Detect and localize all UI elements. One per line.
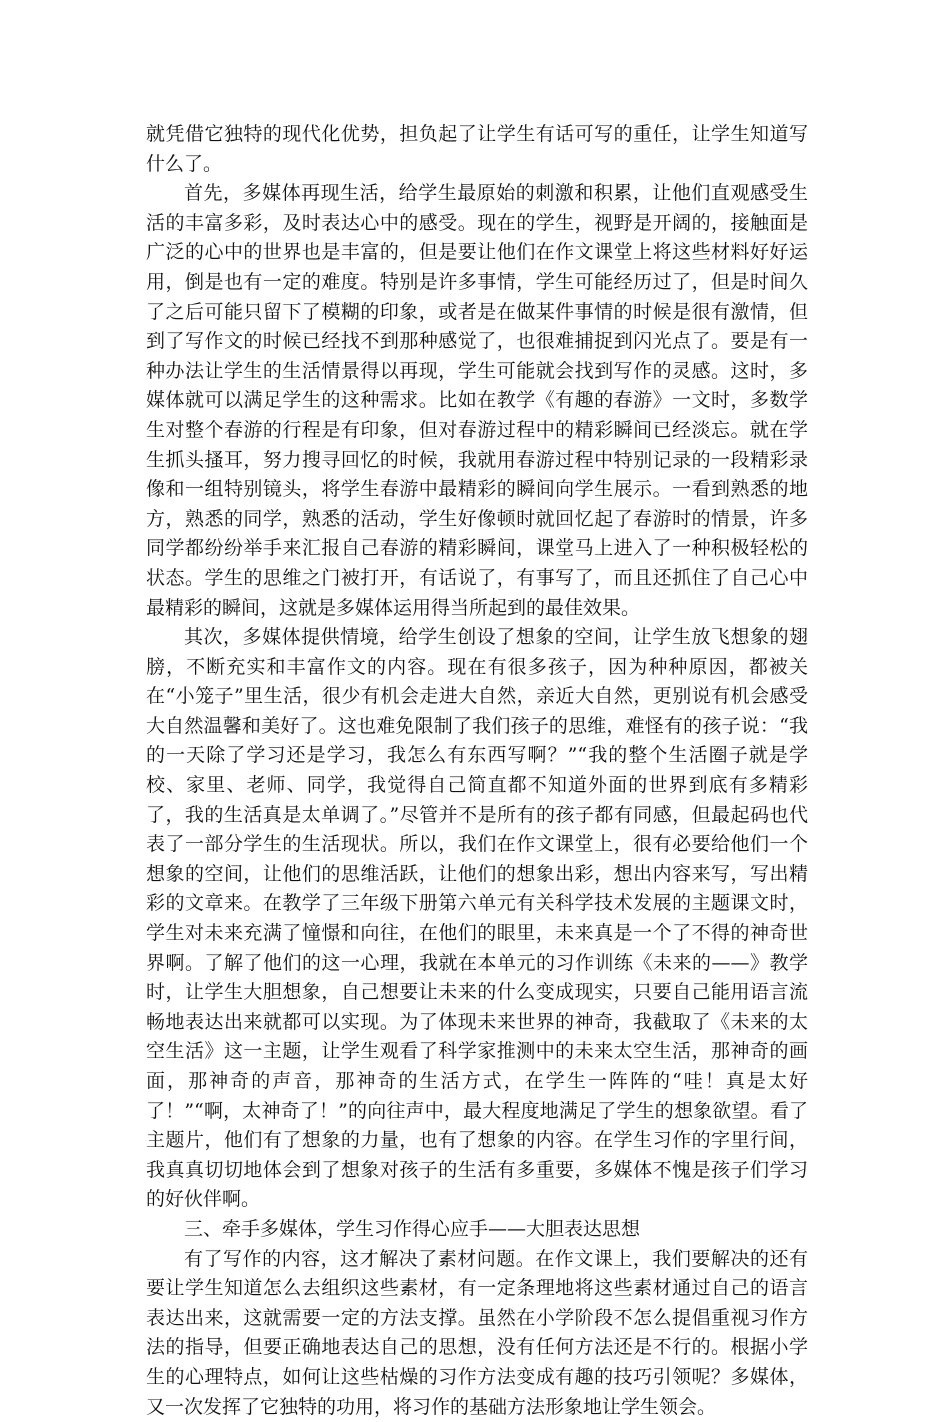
paragraph-multimedia-recreates-life: 首先，多媒体再现生活，给学生最原始的刺激和积累，让他们直观感受生活的丰富多彩，及时表达心中的感受。现在的学生，视野是开阔的，接触面是广泛的心中的世界也是丰富的，但是要让他们在作文课堂上将这些材料好好运用，倒是也有一定的难度。特别是许多事情，学生可能经历过了，但是时间久了之后可能只留下了模糊的印象，或者是在做某件事情的时候是很有激情，但到了写作文的时候已经找不到那种感觉了，也很难捕捉到闪光点了。要是有一种办法让学生的生活情景得以再现，学生可能就会找到写作的灵感。这时，多媒体就可以满足学生的这种需求。比如在教学《有趣的春游》一文时，多数学生对整个春游的行程是有印象，但对春游过程中的精彩瞬间已经淡忘。就在学生抓头搔耳，努力搜寻回忆的时候，我就用春游过程中特别记录的一段精彩录像和一组特别镜头，将学生春游中最精彩的瞬间向学生展示。一看到熟悉的地方，熟悉的同学，熟悉的活动，学生好像顿时就回忆起了春游时的情景，许多同学都纷纷举手来汇报自己春游的精彩瞬间，课堂马上进入了一种积极轻松的状态。学生的思维之门被打开，有话说了，有事写了，而且还抓住了自己心中最精彩的瞬间，这就是多媒体运用得当所起到的最佳效果。 [146,182,808,619]
document-body [146,120,808,1422]
paragraph-writing-methods: 有了写作的内容，这才解决了素材问题。在作文课上，我们要解决的还有要让学生知道怎么去组织这些素材，有一定条理地将这些素材通过自己的语言表达出来，这就需要一定的方法支撑。虽然在小学阶段不怎么提倡重视习作方法的指导，但要正确地表达自己的思想，没有任何方法还是不行的。根据小学生的心理特点，如何让这些枯燥的习作方法变成有趣的技巧引领呢？多媒体，又一次发挥了它独特的功用，将习作的基础方法形象地让学生领会。 [146,1247,808,1418]
paragraph-continuation: 就凭借它独特的现代化优势，担负起了让学生有话可写的重任，让学生知道写什么了。 [146,123,808,175]
section-heading-three: 三、牵手多媒体，学生习作得心应手——大胆表达思想 [184,1217,641,1240]
paragraph-multimedia-provides-context: 其次，多媒体提供情境，给学生创设了想象的空间，让学生放飞想象的翅膀，不断充实和丰富作文的内容。现在有很多孩子，因为种种原因，都被关在“小笼子”里生活，很少有机会走进大自然，亲近大自然，更别说有机会感受大自然温馨和美好了。这也难免限制了我们孩子的思维，难怪有的孩子说：“我的一天除了学习还是学习，我怎么有东西写啊？”“我的整个生活圈子就是学校、家里、老师、同学，我觉得自己简直都不知道外面的世界到底有多精彩了，我的生活真是太单调了。”尽管并不是所有的孩子都有同感，但最起码也代表了一部分学生的生活现状。所以，我们在作文课堂上，很有必要给他们一个想象的空间，让他们的思维活跃，让他们的想象出彩，想出内容来写，写出精彩的文章来。在教学了三年级下册第六单元有关科学技术发展的主题课文时，学生对未来充满了憧憬和向往，在他们的眼里，未来真是一个了不得的神奇世界啊。了解了他们的这一心理，我就在本单元的习作训练《未来的——》教学时，让学生大胆想象，自己想要让未来的什么变成现实，只要自己能用语言流畅地表达出来就都可以实现。为了体现未来世界的神奇，我截取了《未来的太空生活》这一主题，让学生观看了科学家推测中的未来太空生活，那神奇的画面，那神奇的声音，那神奇的生活方式，在学生一阵阵的“哇！真是太好了！”“啊，太神奇了！”的向往声中，最大程度地满足了学生的想象欲望。看了主题片，他们有了想象的力量，也有了想象的内容。在学生习作的字里行间，我真真切切地体会到了想象对孩子的生活有多重要，多媒体不愧是孩子们学习的好伙伴啊。 [146,626,808,1211]
